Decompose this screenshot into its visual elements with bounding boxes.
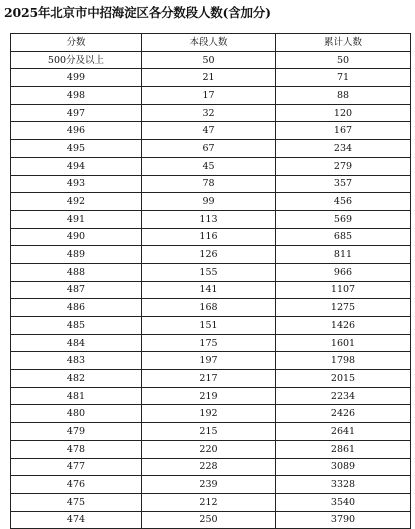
table-header-row [11,34,411,52]
score-cell: 493 [11,175,142,193]
table-row [11,51,411,69]
segment-count-cell: 215 [142,423,276,441]
segment-count-cell: 220 [142,440,276,458]
column-header-score: 分数 [11,34,142,52]
segment-count-cell: 212 [142,493,276,511]
cumulative-count-cell: 120 [276,104,411,122]
table-row [11,511,411,529]
cumulative-count-cell: 279 [276,157,411,175]
cumulative-count-cell: 2641 [276,423,411,441]
score-cell: 480 [11,405,142,423]
score-cell: 491 [11,210,142,228]
cumulative-count-cell: 2234 [276,387,411,405]
segment-count-cell: 239 [142,476,276,494]
table-row [11,122,411,140]
table-row [11,157,411,175]
column-header-cumulative-count: 累计人数 [276,34,411,52]
cumulative-count-cell: 456 [276,193,411,211]
score-cell: 488 [11,263,142,281]
table-row [11,140,411,158]
segment-count-cell: 192 [142,405,276,423]
segment-count-cell: 217 [142,370,276,388]
segment-count-cell: 197 [142,352,276,370]
score-cell: 476 [11,476,142,494]
cumulative-count-cell: 357 [276,175,411,193]
segment-count-cell: 228 [142,458,276,476]
cumulative-count-cell: 1107 [276,281,411,299]
table-row [11,458,411,476]
segment-count-cell: 141 [142,281,276,299]
table-row [11,210,411,228]
table-row [11,87,411,105]
score-cell: 486 [11,299,142,317]
table-row [11,405,411,423]
table-row [11,193,411,211]
segment-count-cell: 45 [142,157,276,175]
cumulative-count-cell: 167 [276,122,411,140]
table-row [11,175,411,193]
table-row [11,299,411,317]
cumulative-count-cell: 3790 [276,511,411,529]
score-cell: 484 [11,334,142,352]
table-row [11,281,411,299]
cumulative-count-cell: 811 [276,246,411,264]
cumulative-count-cell: 685 [276,228,411,246]
cumulative-count-cell: 2861 [276,440,411,458]
score-cell: 494 [11,157,142,175]
table-row [11,493,411,511]
score-cell: 497 [11,104,142,122]
score-cell: 479 [11,423,142,441]
score-cell: 495 [11,140,142,158]
cumulative-count-cell: 234 [276,140,411,158]
table-row [11,246,411,264]
cumulative-count-cell: 1426 [276,317,411,335]
table-row [11,317,411,335]
score-cell: 489 [11,246,142,264]
segment-count-cell: 21 [142,69,276,87]
table-row [11,263,411,281]
segment-count-cell: 78 [142,175,276,193]
segment-count-cell: 17 [142,87,276,105]
table-row [11,334,411,352]
segment-count-cell: 155 [142,263,276,281]
score-cell: 481 [11,387,142,405]
table-row [11,104,411,122]
column-header-segment-count: 本段人数 [142,34,276,52]
score-cell: 478 [11,440,142,458]
table-row [11,476,411,494]
cumulative-count-cell: 3540 [276,493,411,511]
segment-count-cell: 116 [142,228,276,246]
segment-count-cell: 168 [142,299,276,317]
table-body [11,51,411,529]
segment-count-cell: 175 [142,334,276,352]
segment-count-cell: 32 [142,104,276,122]
table-row [11,440,411,458]
table-row [11,423,411,441]
segment-count-cell: 126 [142,246,276,264]
score-cell: 485 [11,317,142,335]
score-cell: 496 [11,122,142,140]
cumulative-count-cell: 2426 [276,405,411,423]
cumulative-count-cell: 569 [276,210,411,228]
score-cell: 483 [11,352,142,370]
score-cell: 498 [11,87,142,105]
table-row [11,352,411,370]
segment-count-cell: 113 [142,210,276,228]
segment-count-cell: 50 [142,51,276,69]
segment-count-cell: 250 [142,511,276,529]
segment-count-cell: 99 [142,193,276,211]
cumulative-count-cell: 1798 [276,352,411,370]
cumulative-count-cell: 1275 [276,299,411,317]
cumulative-count-cell: 966 [276,263,411,281]
score-cell: 474 [11,511,142,529]
table-row [11,228,411,246]
cumulative-count-cell: 71 [276,69,411,87]
score-distribution-table [10,33,411,529]
table-row [11,370,411,388]
segment-count-cell: 151 [142,317,276,335]
score-cell: 490 [11,228,142,246]
segment-count-cell: 67 [142,140,276,158]
score-cell: 500分及以上 [11,51,142,69]
cumulative-count-cell: 1601 [276,334,411,352]
score-cell: 475 [11,493,142,511]
cumulative-count-cell: 3328 [276,476,411,494]
table-row [11,69,411,87]
score-cell: 482 [11,370,142,388]
segment-count-cell: 219 [142,387,276,405]
score-cell: 499 [11,69,142,87]
table-row [11,387,411,405]
score-cell: 477 [11,458,142,476]
cumulative-count-cell: 2015 [276,370,411,388]
cumulative-count-cell: 50 [276,51,411,69]
score-cell: 492 [11,193,142,211]
cumulative-count-cell: 3089 [276,458,411,476]
score-cell: 487 [11,281,142,299]
segment-count-cell: 47 [142,122,276,140]
document-title: 2025年北京市中招海淀区各分数段人数(含加分) [4,5,271,20]
cumulative-count-cell: 88 [276,87,411,105]
